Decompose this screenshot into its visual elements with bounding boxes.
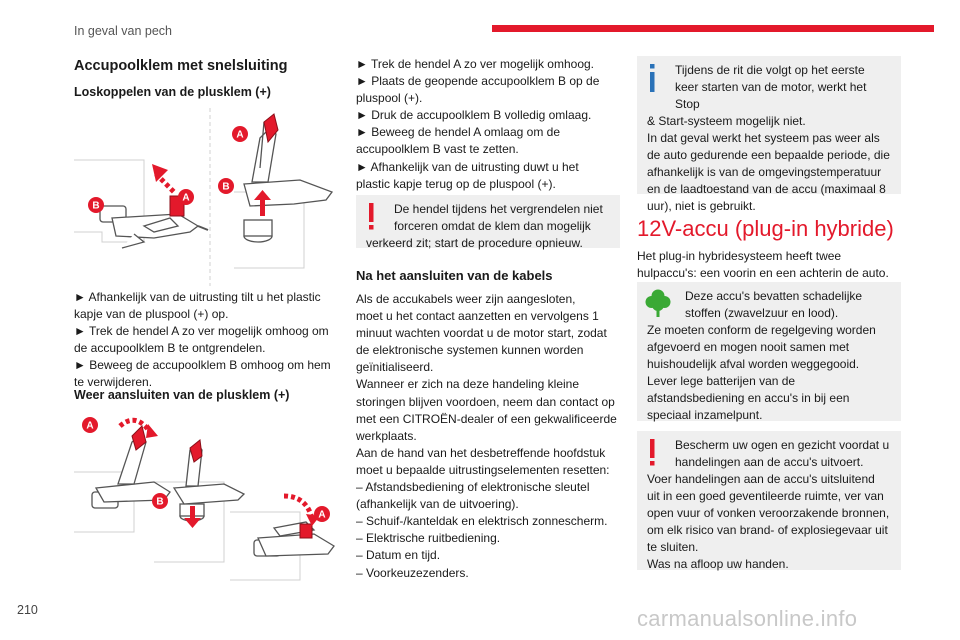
body-line: Wanneer er zich na deze handeling kleine: [356, 377, 580, 392]
step-line: pluspool (+).: [356, 91, 423, 106]
safety-line: om elk risico van brand- of explosiegevaar uit: [647, 523, 888, 537]
warning-line: De hendel tijdens het vergrendelen niet: [394, 202, 603, 216]
step-line: ► Druk de accupoolklem B volledig omlaag.: [356, 108, 592, 123]
safety-line: uit in een goed geventileerde ruimte, ver van: [647, 489, 884, 503]
eco-tree-icon: [645, 288, 671, 318]
body-line: Als de accukabels weer zijn aangesloten,: [356, 292, 576, 306]
info-line: In dat geval werkt het systeem pas weer als: [647, 131, 880, 145]
safety-line: te sluiten.: [647, 540, 699, 554]
running-header: In geval van pech: [74, 24, 172, 38]
body-line: – Datum en tijd.: [356, 548, 441, 563]
disconnect-instructions: [74, 289, 344, 392]
body-line: – Schuif-/kanteldak en elektrisch zonnescherm.: [356, 514, 608, 529]
label-a2: A: [236, 129, 244, 141]
step-line: accupoolklem B vast te zetten.: [356, 142, 519, 157]
body-line: werkplaats.: [356, 428, 417, 443]
info-line: keer starten van de motor, werkt het Stop: [675, 80, 867, 111]
disconnect-line: ► Afhankelijk van de uitrusting tilt u het plastic: [74, 290, 321, 304]
step-line: plastic kapje terug op de pluspool (+).: [356, 176, 556, 191]
body-line: de elektronische systemen kunnen worden: [356, 343, 584, 358]
info-line: afhankelijk is van de omgevingstemperatuur: [647, 165, 882, 179]
eco-line: Lever lege batterijen van de: [647, 374, 796, 388]
safety-line: Bescherm uw ogen en gezicht voordat u: [675, 438, 890, 452]
label-a2: A: [318, 509, 326, 521]
safety-line: Voer handelingen aan de accu's uitsluitend: [647, 472, 875, 486]
step-line: ► Trek de hendel A zo ver mogelijk omhoog.: [356, 57, 595, 71]
info-line: & Start-systeem mogelijk niet.: [647, 114, 806, 128]
body-line: storingen blijven voordoen, neem dan contact op: [356, 394, 615, 409]
label-b1: B: [92, 200, 100, 212]
body-line: geïnitialiseerd.: [356, 360, 434, 375]
label-a1: A: [182, 192, 190, 204]
eco-line: huishoudelijk afval worden weggegooid.: [647, 357, 860, 371]
eco-line: stoffen (zwavelzuur en lood).: [685, 306, 839, 320]
info-i-icon: [645, 62, 659, 96]
intro-line: hulpaccu's: een voorin en een achterin de auto.: [637, 266, 889, 281]
label-b1: B: [156, 496, 164, 508]
after-connect-body: [356, 291, 626, 582]
watermark: carmanualsonline.info: [637, 606, 858, 631]
figure-disconnect-clamp: [74, 108, 338, 286]
body-line: – Afstandsbediening of elektronische sleutel: [356, 480, 590, 495]
label-a1: A: [86, 420, 94, 432]
body-line: – Voorkeuzezenders.: [356, 565, 469, 580]
step-line: ► Plaats de geopende accupoolklem B op de: [356, 74, 600, 89]
section-heading-12v: 12V-accu (plug-in hybride): [637, 216, 894, 241]
warning-line: forceren omdat de klem dan mogelijk: [394, 219, 591, 233]
info-line: en de laadtoestand van de accu (maximaal 8: [647, 182, 886, 196]
info-line: Tijdens de rit die volgt op het eerste: [675, 63, 865, 77]
disconnect-line: kapje van de pluspool (+) op.: [74, 307, 229, 322]
body-line: moet u het contact aanzetten en vervolgens 1: [356, 309, 599, 324]
info-line: de auto gedurende een bepaalde periode, die: [647, 148, 890, 162]
eco-line: afstandsbediening en accu's in bij een: [647, 391, 850, 405]
safety-line: handelingen aan de accu's uitvoert.: [675, 455, 864, 469]
disconnect-line: de accupoolklem B te ontgrendelen.: [74, 341, 266, 356]
info-line: uur), niet is gebruikt.: [647, 199, 756, 213]
disconnect-line: ► Beweeg de accupoolklem B omhoog om hem: [74, 358, 331, 373]
intro-text: [637, 248, 907, 282]
body-line: moet u bepaalde uitrustingselementen resetten:: [356, 462, 610, 477]
body-line: minuut wachten voordat u de motor start, zodat: [356, 326, 607, 341]
step-line: ► Afhankelijk van de uitrusting duwt u het: [356, 159, 579, 174]
eco-line: Deze accu's bevatten schadelijke: [685, 289, 863, 303]
body-line: (afhankelijk van de uitvoering).: [356, 497, 519, 512]
info-note: [637, 56, 901, 213]
body-line: Aan de hand van het desbetreffende hoofdstuk: [356, 445, 606, 460]
eco-note: [637, 282, 901, 421]
disconnect-line: te verwijderen.: [74, 375, 153, 390]
body-line: met een CITROËN-dealer of een gekwalificeerde: [356, 411, 617, 426]
figure-reconnect-clamp: [74, 412, 338, 584]
section-title: Accupoolklem met snelsluiting: [74, 58, 288, 74]
step-line: ► Beweeg de hendel A omlaag om de: [356, 125, 561, 140]
warning-exclamation-icon: [364, 201, 378, 235]
eco-line: Ze moeten conform de regelgeving worden: [647, 323, 876, 337]
label-b2: B: [222, 181, 230, 193]
intro-line: Het plug-in hybridesysteem heeft twee: [637, 249, 842, 263]
warning-line: verkeerd zit; start de procedure opnieuw.: [366, 236, 583, 250]
subsection-disconnect: Loskoppelen van de plusklem (+): [74, 85, 271, 99]
body-line: – Elektrische ruitbediening.: [356, 531, 501, 546]
disconnect-line: ► Trek de hendel A zo ver mogelijk omhoog om: [74, 324, 329, 339]
subsection-after-connect: Na het aansluiten van de kabels: [356, 268, 553, 283]
safety-line: open vuur of vonken veroorzakende bronnen,: [647, 506, 890, 520]
subsection-reconnect: Weer aansluiten van de plusklem (+): [74, 388, 290, 402]
page-number: 210: [17, 603, 38, 617]
safety-line: Was na afloop uw handen.: [647, 557, 789, 571]
eco-line: speciaal inzamelpunt.: [647, 408, 763, 422]
reconnect-steps: [356, 56, 626, 193]
warning-note: [356, 195, 620, 248]
header-accent-bar: [492, 25, 934, 32]
warning-exclamation-icon: [645, 437, 659, 471]
safety-warning-note: [637, 431, 901, 570]
eco-line: afgevoerd en mogen nooit samen met: [647, 340, 850, 354]
